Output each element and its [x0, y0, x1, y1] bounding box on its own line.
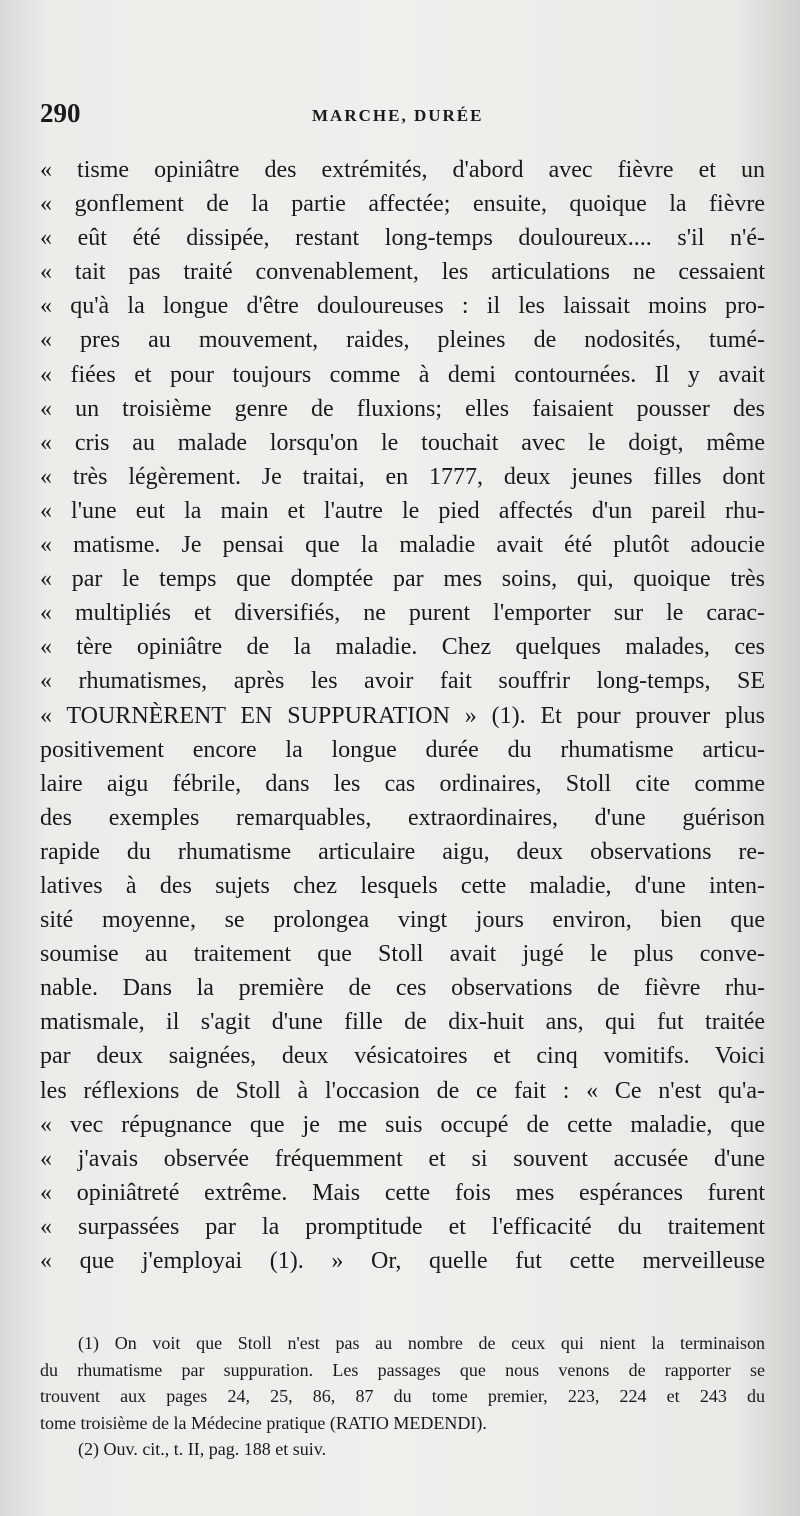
body-line: latives à des sujets chez lesquels cette maladie, d'une inten- — [40, 872, 765, 899]
body-line: « eût été dissipée, restant long-temps douloureux.... s'il n'é- — [40, 225, 765, 252]
body-line: nable. Dans la première de ces observations de fièvre rhu- — [40, 975, 765, 1002]
running-head: MARCHE, DURÉE — [312, 106, 484, 125]
body-line: rapide du rhumatisme articulaire aigu, deux observations re- — [40, 838, 765, 865]
page-header — [40, 96, 760, 136]
footnote-1-line: (1) On voit que Stoll n'est pas au nombre de ceux qui nient la terminaison — [78, 1333, 765, 1353]
body-line: laire aigu fébrile, dans les cas ordinaires, Stoll cite comme — [40, 770, 765, 797]
body-line: « TOURNÈRENT EN SUPPURATION » (1). Et pour prouver plus — [40, 702, 765, 729]
body-line: « tère opiniâtre de la maladie. Chez quelques malades, ces — [40, 634, 765, 661]
footnote-1-line: tome troisième de la Médecine pratique (RATIO MEDENDI). — [40, 1412, 487, 1433]
body-line: matismale, il s'agit d'une fille de dix-huit ans, qui fut traitée — [40, 1009, 765, 1036]
body-line: « très légèrement. Je traitai, en 1777, deux jeunes filles dont — [40, 463, 765, 490]
footnote-1-line: du rhumatisme par suppuration. Les passages que nous venons de rapporter se — [40, 1359, 765, 1380]
body-line: positivement encore la longue durée du rhumatisme articu- — [40, 736, 765, 763]
body-line: « fiées et pour toujours comme à demi contournées. Il y avait — [40, 361, 765, 388]
body-line: « multipliés et diversifiés, ne purent l'emporter sur le carac- — [40, 600, 765, 627]
body-line: les réflexions de Stoll à l'occasion de ce fait : « Ce n'est qu'a- — [40, 1077, 765, 1104]
body-line: « opiniâtreté extrême. Mais cette fois mes espérances furent — [40, 1179, 765, 1206]
body-line: soumise au traitement que Stoll avait jugé le plus conve- — [40, 941, 765, 968]
body-line: « cris au malade lorsqu'on le touchait avec le doigt, même — [40, 429, 765, 456]
body-line: « tait pas traité convenablement, les articulations ne cessaient — [40, 259, 765, 286]
body-line: « tisme opiniâtre des extrémités, d'abord avec fièvre et un — [40, 157, 765, 183]
body-line: « l'une eut la main et l'autre le pied affectés d'un pareil rhu- — [40, 497, 765, 524]
footnote-1-line: trouvent aux pages 24, 25, 86, 87 du tome premier, 223, 224 et 243 du — [40, 1386, 765, 1406]
body-line: « rhumatismes, après les avoir fait souffrir long-temps, SE — [40, 668, 765, 695]
body-text — [40, 153, 765, 1278]
footnote-2: (2) Ouv. cit., t. II, pag. 188 et suiv. — [78, 1439, 327, 1459]
page-number: 290 — [40, 98, 81, 128]
body-line: « j'avais observée fréquemment et si souvent accusée d'une — [40, 1145, 765, 1172]
body-line: « un troisième genre de fluxions; elles faisaient pousser des — [40, 395, 765, 422]
body-line: « par le temps que domptée par mes soins, qui, quoique très — [40, 566, 765, 593]
body-line: « vec répugnance que je me suis occupé de cette maladie, que — [40, 1111, 765, 1138]
body-line: sité moyenne, se prolongea vingt jours environ, bien que — [40, 907, 765, 934]
body-line: par deux saignées, deux vésicatoires et cinq vomitifs. Voici — [40, 1043, 765, 1070]
footnotes — [40, 1330, 765, 1463]
body-line: « matisme. Je pensai que la maladie avait été plutôt adoucie — [40, 532, 765, 559]
body-line: « que j'employai (1). » Or, quelle fut cette merveilleuse — [40, 1248, 765, 1274]
body-line: « surpassées par la promptitude et l'efficacité du traitement — [40, 1213, 765, 1240]
body-line: des exemples remarquables, extraordinaires, d'une guérison — [40, 804, 765, 831]
body-line: « pres au mouvement, raides, pleines de nodosités, tumé- — [40, 327, 765, 354]
body-line: « gonflement de la partie affectée; ensuite, quoique la fièvre — [40, 191, 765, 218]
body-line: « qu'à la longue d'être douloureuses : il les laissait moins pro- — [40, 293, 765, 320]
